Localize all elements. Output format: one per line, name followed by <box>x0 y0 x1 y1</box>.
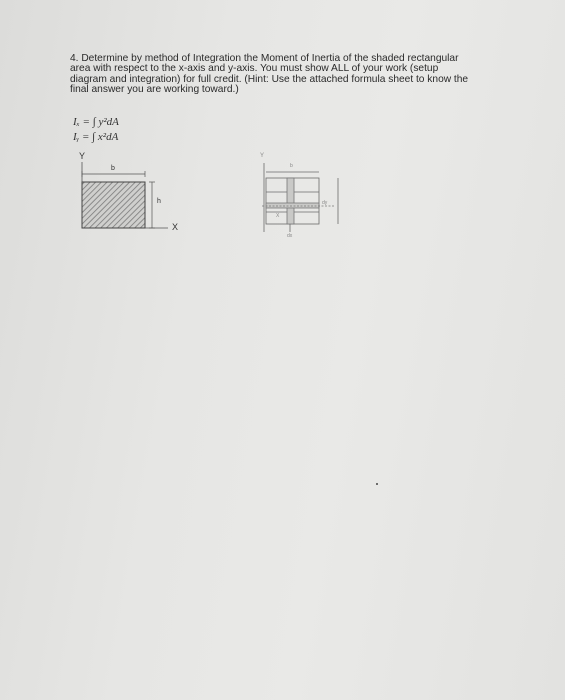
formula-iy: Iᵧ = ∫ x²dA <box>73 131 119 143</box>
formula-ix: Iₓ = ∫ y²dA <box>73 116 119 128</box>
fig2-dy-label: dy <box>322 200 328 206</box>
fig2-x-label: X <box>276 213 280 219</box>
shaded-rectangle <box>82 182 145 228</box>
fig1-y-axis-label: Y <box>79 151 86 161</box>
fig2-horizontal-strip <box>266 203 319 208</box>
question-line-1: 4. Determine by method of Integration the Moment of Inertia of the shaded rectangular <box>70 53 459 64</box>
fig1-height-label: h <box>157 198 161 205</box>
fig1-x-axis-label: X <box>172 222 179 232</box>
fig2-y-axis-label: Y <box>260 153 265 159</box>
question-line-3: diagram and integration) for full credit. (Hint: Use the attached formula sheet to know the <box>70 73 469 85</box>
fig1-width-label: b <box>111 165 115 172</box>
question-line-4: final answer you are working toward.) <box>70 84 239 96</box>
fig2-dx-label: dx <box>287 233 293 239</box>
paper-speck <box>376 483 378 485</box>
question-line-2: area with respect to the x-axis and y-axis. You must show ALL of your work (setup <box>70 63 439 75</box>
fig2-width-label: b <box>290 163 293 169</box>
figure-2-diagram <box>262 163 338 232</box>
height-dimension <box>149 182 155 228</box>
fig2-vertical-strip <box>287 178 294 224</box>
